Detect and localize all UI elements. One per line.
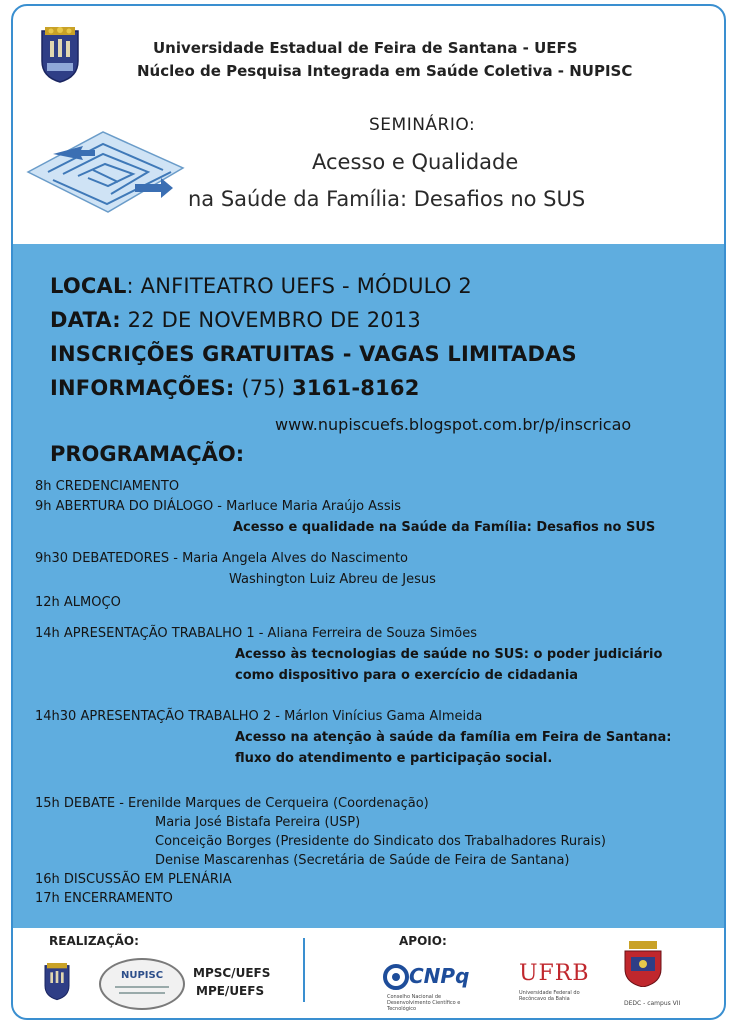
nucleus-name: Núcleo de Pesquisa Integrada em Saúde Coletiva - NUPISC bbox=[137, 62, 633, 80]
informacoes-line: INFORMAÇÕES: (75) 3161-8162 bbox=[50, 376, 420, 400]
mpe-label: MPE/UEFS bbox=[196, 984, 265, 998]
ufrb-subtitle: Universidade Federal do Recôncavo da Bahia bbox=[519, 990, 580, 1002]
ufrb-name: UFRB bbox=[519, 961, 590, 986]
schedule-subtitle: Acesso na atenção à saúde da família em Feira de Santana: bbox=[235, 730, 672, 745]
cnpq-name: CNPq bbox=[409, 964, 470, 988]
seminar-title-line2: na Saúde da Família: Desafios no SUS bbox=[188, 187, 586, 211]
schedule-item: Washington Luiz Abreu de Jesus bbox=[229, 572, 436, 587]
registration-url[interactable]: www.nupiscuefs.blogspot.com.br/p/inscricao bbox=[275, 415, 632, 434]
info-band bbox=[13, 244, 724, 928]
schedule-item: 14h30 APRESENTAÇÃO TRABALHO 2 - Márlon Vinícius Gama Almeida bbox=[35, 709, 483, 724]
apoio-label: APOIO: bbox=[399, 934, 447, 948]
programacao-heading: PROGRAMAÇÃO: bbox=[50, 442, 245, 466]
university-name: Universidade Estadual de Feira de Santana - UEFS bbox=[153, 39, 578, 57]
schedule-item: Maria José Bistafa Pereira (USP) bbox=[155, 815, 361, 830]
schedule-item: 8h CREDENCIAMENTO bbox=[35, 479, 180, 494]
seminar-label: SEMINÁRIO: bbox=[369, 115, 476, 135]
seminar-title-line1: Acesso e Qualidade bbox=[312, 150, 519, 174]
nupisc-logo: NUPISC bbox=[99, 958, 185, 1010]
local-line: LOCAL: ANFITEATRO UEFS - MÓDULO 2 bbox=[50, 274, 472, 298]
cnpq-logo-icon bbox=[383, 964, 409, 990]
inscricoes-line: INSCRIÇÕES GRATUITAS - VAGAS LIMITADAS bbox=[50, 342, 577, 366]
schedule-item: Denise Mascarenhas (Secretária de Saúde de Feira de Santana) bbox=[155, 853, 570, 868]
schedule-item: 9h30 DEBATEDORES - Maria Angela Alves do Nascimento bbox=[35, 551, 409, 566]
mpsc-label: MPSC/UEFS bbox=[193, 966, 271, 980]
dedc-label: DEDC - campus VII bbox=[624, 1000, 681, 1007]
schedule-subtitle: fluxo do atendimento e participação social. bbox=[235, 751, 553, 766]
schedule-subtitle: Acesso e qualidade na Saúde da Família: Desafios no SUS bbox=[233, 520, 656, 535]
dedc-crest-icon bbox=[621, 941, 665, 987]
schedule-item: 15h DEBATE - Erenilde Marques de Cerqueira (Coordenação) bbox=[35, 796, 429, 811]
poster-frame bbox=[11, 4, 726, 1020]
schedule-item: 12h ALMOÇO bbox=[35, 595, 121, 610]
schedule-item: 16h DISCUSSÃO EM PLENÁRIA bbox=[35, 872, 232, 887]
realizacao-label: REALIZAÇÃO: bbox=[49, 934, 139, 948]
data-line: DATA: 22 DE NOVEMBRO DE 2013 bbox=[50, 308, 421, 332]
uefs-crest-small-icon bbox=[43, 961, 71, 1001]
schedule-item: Conceição Borges (Presidente do Sindicato dos Trabalhadores Rurais) bbox=[155, 834, 606, 849]
schedule-item: 17h ENCERRAMENTO bbox=[35, 891, 173, 906]
schedule-item: 9h ABERTURA DO DIÁLOGO - Marluce Maria Araújo Assis bbox=[35, 499, 401, 514]
cnpq-subtitle: Conselho Nacional de Desenvolvimento Científico e Tecnológico bbox=[387, 994, 461, 1012]
schedule-item: 14h APRESENTAÇÃO TRABALHO 1 - Aliana Ferreira de Souza Simões bbox=[35, 626, 477, 641]
schedule-subtitle: Acesso às tecnologias de saúde no SUS: o poder judiciário bbox=[235, 647, 663, 662]
maze-illustration bbox=[23, 124, 193, 220]
uefs-crest-icon bbox=[39, 25, 81, 83]
footer-divider bbox=[303, 938, 305, 1002]
schedule-subtitle: como dispositivo para o exercício de cidadania bbox=[235, 668, 579, 683]
